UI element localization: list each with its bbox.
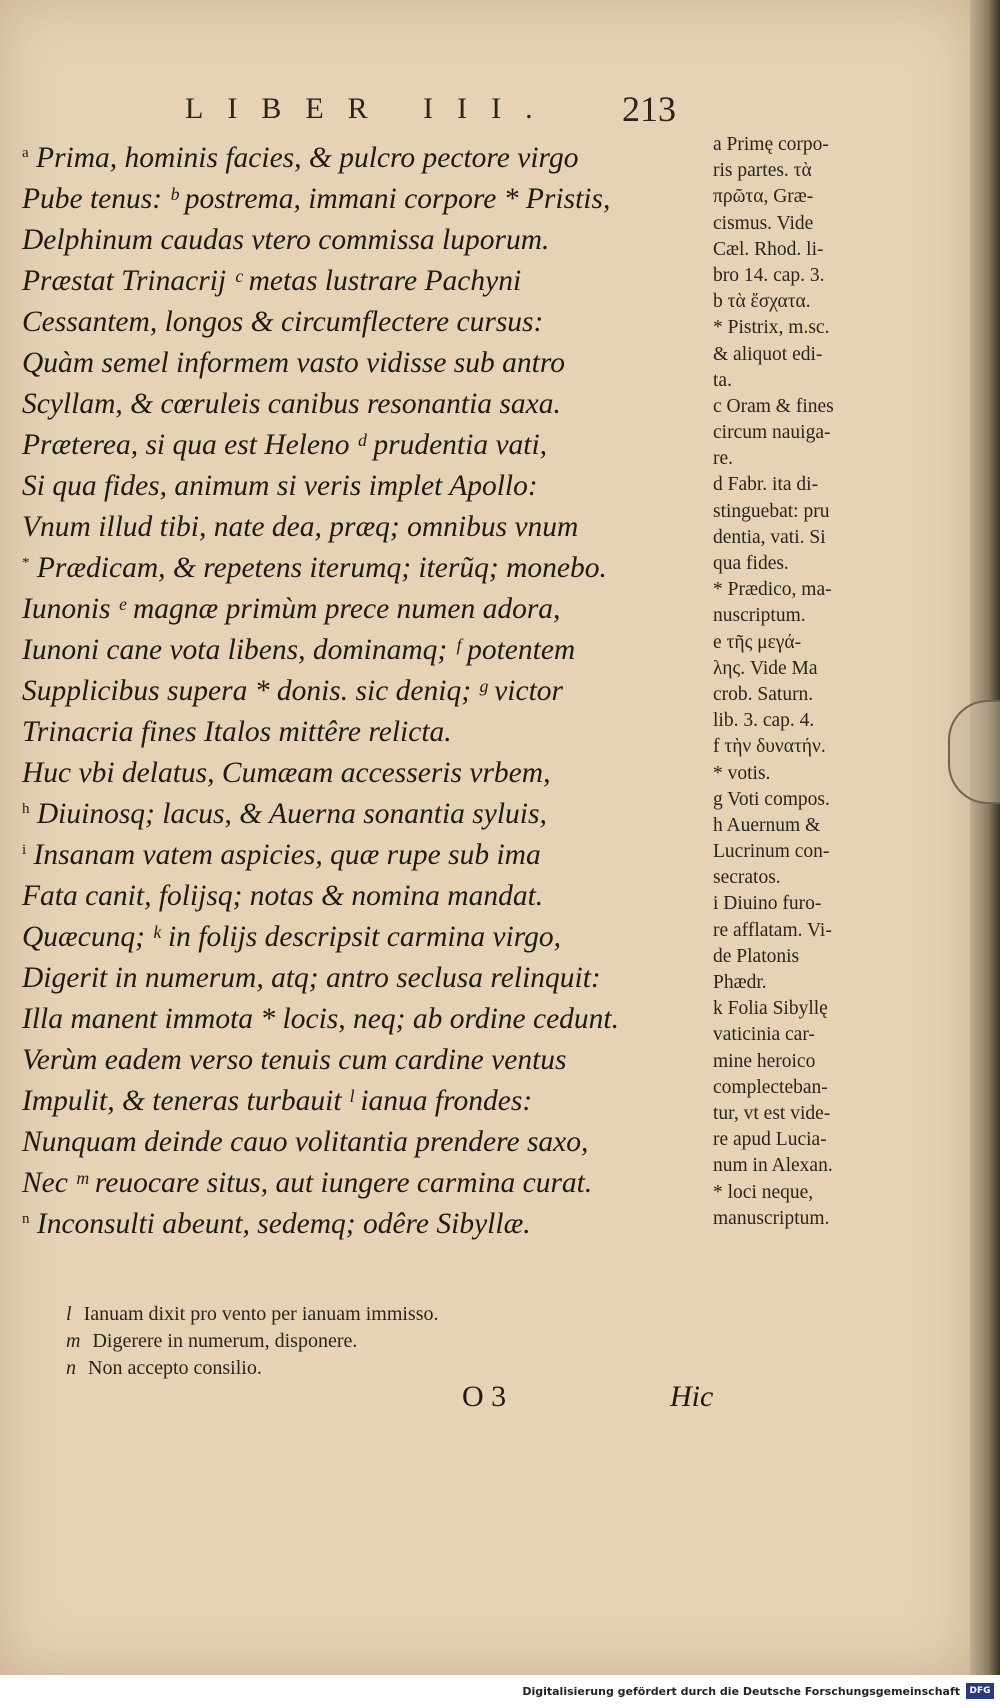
margin-note-line: f τὴν δυνατήν. bbox=[713, 736, 826, 758]
margin-note-line: cismus. Vide bbox=[713, 212, 814, 234]
verse-text-span: Quæcunq; ᵏ in folijs descripsit carmina virgo, bbox=[22, 921, 561, 953]
footnote-letter: l bbox=[66, 1303, 72, 1325]
verse-line bbox=[22, 794, 722, 835]
verse-text-span: Nunquam deinde cauo volitantia prendere saxo, bbox=[22, 1126, 589, 1158]
margin-note-line: re apud Lucia- bbox=[713, 1129, 827, 1151]
verse-text-span: Scyllam, & cœruleis canibus resonantia saxa. bbox=[22, 388, 561, 420]
verse-text-span: Verùm eadem verso tenuis cum cardine ventus bbox=[22, 1044, 567, 1076]
verse-line bbox=[22, 753, 722, 794]
margin-note-line: complecteban- bbox=[713, 1076, 828, 1098]
verse-note-mark: * bbox=[22, 555, 30, 571]
margin-note-line: g Voti compos. bbox=[713, 788, 830, 810]
margin-note-line: de Platonis bbox=[713, 945, 800, 967]
verse-text-span: Inconsulti abeunt, sedemq; odêre Sibyllæ. bbox=[36, 1208, 531, 1240]
verse-line bbox=[22, 1081, 722, 1122]
book-spine bbox=[970, 0, 1000, 1675]
verse-text-span: Vnum illud tibi, nate dea, præq; omnibus vnum bbox=[22, 511, 579, 543]
verse-line bbox=[22, 876, 722, 917]
margin-note-line: dentia, vati. Si bbox=[713, 526, 826, 548]
footnote bbox=[66, 1328, 439, 1355]
verse-text-span: Si qua fides, animum si veris implet Apollo: bbox=[22, 470, 538, 502]
margin-note-line: c Oram & fines bbox=[713, 395, 834, 417]
verse-line bbox=[22, 712, 722, 753]
verse-line bbox=[22, 1163, 722, 1204]
margin-note-line: k Folia Sibyllę bbox=[713, 998, 828, 1020]
verse-line bbox=[22, 220, 722, 261]
verse-text-span: Insanam vatem aspicies, quæ rupe sub ima bbox=[33, 839, 541, 871]
margin-note-line: vaticinia car- bbox=[713, 1024, 815, 1046]
margin-note-line: * Prædico, ma- bbox=[713, 579, 832, 601]
verse-line bbox=[22, 343, 722, 384]
verse-text-span: Trinacria fines Italos mittêre relicta. bbox=[22, 716, 452, 748]
margin-note-line: πρῶτα, Græ- bbox=[713, 186, 814, 208]
verse-line bbox=[22, 138, 722, 179]
margin-note-line: lib. 3. cap. 4. bbox=[713, 710, 815, 732]
verse-text-span: Præterea, si qua est Heleno ᵈ prudentia vati, bbox=[22, 429, 548, 461]
verse-text-span: Nec ᵐ reuocare situs, aut iungere carmina curat. bbox=[22, 1167, 593, 1199]
verse-text-span: Fata canit, folijsq; notas & nomina mandat. bbox=[22, 880, 544, 912]
verse-line bbox=[22, 1040, 722, 1081]
margin-note-line: Lucrinum con- bbox=[713, 841, 830, 863]
verse-line bbox=[22, 917, 722, 958]
verse-note-mark: h bbox=[22, 801, 30, 817]
margin-note-line: nuscriptum. bbox=[713, 605, 806, 627]
verse-line bbox=[22, 671, 722, 712]
verse-text-span: Præstat Trinacrij ᶜ metas lustrare Pachyni bbox=[22, 265, 522, 297]
page-number: 213 bbox=[622, 89, 676, 129]
footnote-text: Digerere in numerum, disponere. bbox=[92, 1330, 358, 1352]
footnote bbox=[66, 1301, 439, 1328]
verse-line bbox=[22, 384, 722, 425]
footnote-text: Non accepto consilio. bbox=[88, 1357, 262, 1379]
margin-note-line: h Auernum & bbox=[713, 814, 821, 836]
footer-credit: Digitalisierung gefördert durch die Deutsche Forschungsgemeinschaft bbox=[522, 1685, 960, 1698]
margin-note-line: re afflatam. Vi- bbox=[713, 919, 832, 941]
verse-line bbox=[22, 958, 722, 999]
margin-note-line: crob. Saturn. bbox=[713, 683, 814, 705]
verse-text-span: Impulit, & teneras turbauit ˡ ianua frondes: bbox=[22, 1085, 533, 1117]
verse-text-span: Delphinum caudas vtero commissa luporum. bbox=[22, 224, 550, 256]
verse-line bbox=[22, 630, 722, 671]
verse-text-span: Huc vbi delatus, Cumæam accesseris vrbem, bbox=[22, 757, 551, 789]
verse-line bbox=[22, 589, 722, 630]
dfg-logo-icon: DFG bbox=[966, 1683, 994, 1699]
margin-note-line: * loci neque, bbox=[713, 1181, 814, 1203]
verse-text-span: Quàm semel informem vasto vidisse sub antro bbox=[22, 347, 565, 379]
verse-line bbox=[22, 1122, 722, 1163]
margin-note-line: re. bbox=[713, 448, 734, 470]
margin-note-line: stinguebat: pru bbox=[713, 500, 830, 522]
verse-text-span: Pube tenus: ᵇ postrema, immani corpore * Pristis, bbox=[22, 183, 611, 215]
verse-text-span: Prædicam, & repetens iterumq; iterũq; monebo. bbox=[36, 552, 607, 584]
footnote bbox=[66, 1355, 439, 1382]
footnotes bbox=[66, 1301, 439, 1382]
verse-note-mark: n bbox=[22, 1211, 30, 1227]
margin-note-line: ris partes. τὰ bbox=[713, 160, 812, 182]
margin-note-line: i Diuino furo- bbox=[713, 893, 822, 915]
signature-mark: O 3 bbox=[462, 1380, 507, 1413]
verse-line bbox=[22, 179, 722, 220]
margin-note-line: circum nauiga- bbox=[713, 422, 831, 444]
margin-note-line: tur, vt est vide- bbox=[713, 1102, 831, 1124]
verse-note-mark: i bbox=[22, 842, 27, 858]
page-tab bbox=[948, 700, 1000, 804]
margin-note-line: ta. bbox=[713, 369, 732, 391]
margin-note-line: bro 14. cap. 3. bbox=[713, 264, 825, 286]
margin-note-line: b τὰ ἔσχατα. bbox=[713, 291, 811, 313]
verse-line bbox=[22, 507, 722, 548]
verse-line bbox=[22, 999, 722, 1040]
verse-line bbox=[22, 425, 722, 466]
verse-text-span: Iunoni cane vota libens, dominamq; ᶠ potentem bbox=[22, 634, 576, 666]
verse-text-span: Supplicibus supera * donis. sic deniq; ᵍ victor bbox=[22, 675, 564, 707]
margin-note-line: num in Alexan. bbox=[713, 1155, 833, 1177]
footnote-letter: m bbox=[66, 1330, 81, 1352]
margin-note-line: mine heroico bbox=[713, 1050, 816, 1072]
footer-bar bbox=[0, 1675, 1000, 1708]
verse-line bbox=[22, 548, 722, 589]
margin-note-line: qua fides. bbox=[713, 553, 789, 574]
verse-text-span: Cessantem, longos & circumflectere cursus: bbox=[22, 306, 544, 338]
verse-text-span: Digerit in numerum, atq; antro seclusa relinquit: bbox=[22, 962, 601, 994]
margin-note-line: λης. Vide Ma bbox=[713, 657, 818, 679]
margin-note-line: d Fabr. ita di- bbox=[713, 474, 819, 496]
margin-note-line: secratos. bbox=[713, 867, 781, 889]
verse-line bbox=[22, 466, 722, 507]
margin-note-line: * Pistrix, m.sc. bbox=[713, 317, 830, 339]
verse-text-span: Diuinosq; lacus, & Auerna sonantia syluis, bbox=[36, 798, 547, 830]
margin-note-line: e τῆς μεγά- bbox=[713, 631, 802, 653]
margin-note-line: a Primę corpo- bbox=[713, 134, 829, 155]
footnote-letter: n bbox=[66, 1357, 76, 1379]
verse-text-span: Prima, hominis facies, & pulcro pectore virgo bbox=[36, 142, 579, 174]
verse-line bbox=[22, 1204, 722, 1245]
margin-note-line: & aliquot edi- bbox=[713, 343, 823, 365]
verse-text-span: Iunonis ᵉ magnæ primùm prece numen adora, bbox=[22, 593, 561, 625]
verse-text-span: Illa manent immota * locis, neq; ab ordine cedunt. bbox=[22, 1003, 620, 1035]
footnote-text: Ianuam dixit pro vento per ianuam immisso. bbox=[83, 1303, 439, 1325]
margin-note-line: Phædr. bbox=[713, 972, 767, 993]
verse-line bbox=[22, 261, 722, 302]
margin-note-line: * votis. bbox=[713, 762, 771, 784]
running-title: LIBER III. bbox=[185, 92, 557, 125]
catchword: Hic bbox=[670, 1380, 714, 1413]
verse-note-mark: a bbox=[22, 145, 29, 161]
verse-text bbox=[22, 138, 722, 1245]
verse-line bbox=[22, 835, 722, 876]
verse-line bbox=[22, 302, 722, 343]
margin-notes bbox=[713, 132, 898, 1232]
margin-note-line: Cæl. Rhod. li- bbox=[713, 238, 824, 260]
margin-note-line: manuscriptum. bbox=[713, 1207, 830, 1229]
